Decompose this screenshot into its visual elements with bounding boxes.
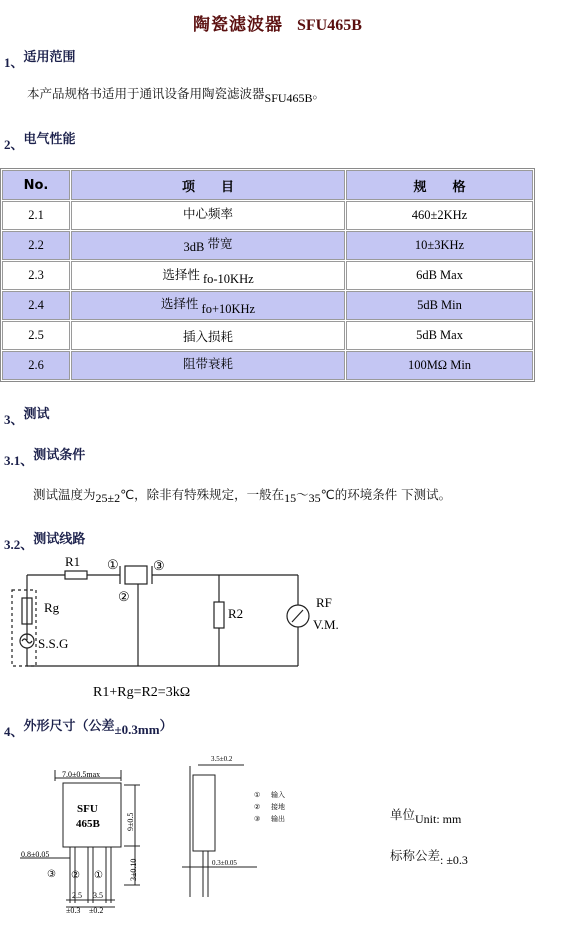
item-en: fo-10KHz (202, 271, 254, 286)
dim-pin-length: 3±0.10 (129, 858, 138, 881)
item-cn: 阻带衰耗 (182, 355, 233, 371)
table-row (2, 261, 533, 290)
cell-no: 2.6 (2, 351, 70, 380)
label-r1: R1 (65, 554, 81, 569)
section-number: 3.1、 (4, 453, 34, 468)
cell-item (71, 321, 345, 350)
section-1-text (27, 84, 325, 103)
item-en: fo+10KHz (201, 301, 256, 316)
page-title: 陶瓷滤波器 (193, 15, 283, 34)
resistor-r2 (214, 602, 224, 628)
label-r2: R2 (228, 606, 244, 621)
legend-mark: ① (254, 791, 261, 799)
label-rg: Rg (44, 600, 60, 615)
legend-text: 输出 (271, 815, 285, 823)
section-title: 测试 (23, 407, 50, 422)
item-cn: 选择性 (162, 266, 200, 282)
dim-pin-thickness: 0.3±0.05 (212, 859, 237, 867)
meter-needle (292, 610, 303, 622)
cell-no: 2.2 (2, 231, 70, 260)
test-circuit-diagram (0, 550, 566, 710)
resistor-r1 (65, 571, 87, 579)
cell-no: 2.4 (2, 291, 70, 320)
cell-item (71, 231, 345, 260)
body-label-line1: SFU (77, 803, 98, 815)
section-title: 测试线路 (33, 532, 86, 547)
heading-close: ） (159, 719, 173, 734)
section-number: 1、 (4, 55, 24, 70)
item-cn: 带宽 (207, 235, 233, 251)
table-row (2, 321, 533, 350)
section-number: 2、 (4, 137, 24, 152)
cell-spec: 6dB Max (346, 261, 533, 290)
section-title: 电气性能 (23, 132, 76, 147)
filter-body-side (193, 775, 215, 851)
scope-end: 。 (312, 86, 326, 101)
col-header-spec: 规 格 (346, 170, 533, 200)
cell-no: 2.3 (2, 261, 70, 290)
cond-text-2: ℃，除非有特殊规定，一般在 (120, 487, 285, 502)
pin-mark-3: ③ (47, 869, 56, 880)
dim-width: 7.0±0.5max (62, 770, 101, 779)
page-title-model: SFU465B (297, 17, 362, 34)
cond-text-1: 测试温度为 (33, 487, 96, 502)
tolerance-value: ±0.3mm (114, 722, 160, 737)
dim-pin-width: 0.8±0.05 (21, 850, 50, 859)
unit-value: Unit: mm (415, 812, 462, 826)
legend-text: 输入 (271, 791, 285, 799)
legend-text: 接地 (271, 803, 285, 811)
cell-item (71, 351, 345, 380)
table-row (2, 351, 533, 380)
cell-no: 2.5 (2, 321, 70, 350)
test-conditions-text (33, 485, 451, 504)
cell-no: 2.1 (2, 201, 70, 230)
section-number: 4、 (4, 724, 24, 739)
section-title: 适用范围 (23, 50, 76, 65)
body-label-line2: 465B (76, 818, 100, 830)
filter-symbol (125, 566, 147, 584)
cell-spec: 5dB Min (346, 291, 533, 320)
cond-text-3: ℃的环境条件 下测试。 (320, 487, 452, 502)
dim-tol-2: ±0.2 (89, 906, 104, 915)
pin-legend (254, 790, 285, 823)
tolerance-label: 标称公差 (390, 848, 441, 863)
item-cn: 选择性 (160, 295, 199, 311)
cond-temp: 25±2 (95, 491, 121, 505)
label-vm: V.M. (313, 617, 339, 632)
label-pin1: ① (107, 557, 119, 572)
dim-height: 9±0.5 (126, 812, 135, 831)
col-header-no: No. (2, 170, 70, 200)
cell-item (71, 291, 345, 320)
cell-spec: 5dB Max (346, 321, 533, 350)
label-ssg: S.S.G (38, 636, 69, 651)
section-3-1-heading (4, 444, 86, 468)
section-number: 3.2、 (4, 537, 34, 552)
legend-mark: ② (254, 803, 261, 811)
section-2-heading (4, 128, 76, 152)
cond-range-high: 35 (308, 491, 321, 505)
table-row (2, 231, 533, 260)
scope-model: SFU465B (264, 91, 313, 105)
table-row (2, 201, 533, 230)
table-header-row (2, 170, 533, 200)
tolerance-note (390, 846, 468, 865)
section-number: 3、 (4, 412, 24, 427)
cell-item (71, 261, 345, 290)
item-cn: 插入损耗 (182, 328, 233, 344)
pin-mark-2: ② (71, 870, 80, 881)
cond-tilde: ～ (296, 487, 309, 502)
dim-thickness: 3.5±0.2 (211, 755, 233, 763)
dim-pitch-1: 2.5 (72, 891, 82, 900)
table-row (2, 291, 533, 320)
section-4-heading (4, 715, 173, 739)
section-title: 外形尺寸（公差 (23, 719, 115, 734)
section-1-heading (4, 46, 76, 70)
cell-item (71, 201, 345, 230)
pin-mark-1: ① (94, 870, 103, 881)
label-rf: RF (316, 595, 332, 610)
section-3-heading (4, 403, 50, 427)
label-pin2: ② (118, 589, 130, 604)
tolerance-value-note: : ±0.3 (440, 853, 468, 867)
col-header-item: 项 目 (71, 170, 345, 200)
electrical-spec-table (0, 168, 535, 382)
unit-label: 单位 (390, 807, 416, 822)
cond-range-low: 15 (284, 491, 297, 505)
section-3-2-heading (4, 528, 86, 552)
cell-spec: 460±2KHz (346, 201, 533, 230)
cell-spec: 100MΩ Min (346, 351, 533, 380)
resistance-formula: R1+Rg=R2=3kΩ (93, 685, 191, 700)
legend-mark: ③ (254, 815, 261, 823)
cell-spec: 10±3KHz (346, 231, 533, 260)
outline-drawing (0, 745, 300, 933)
label-pin3: ③ (153, 558, 165, 573)
item-cn: 中心频率 (182, 205, 233, 221)
scope-text: 本产品规格书适用于通讯设备用陶瓷滤波器 (27, 86, 265, 101)
item-en: 3dB (183, 239, 205, 254)
unit-note (390, 805, 461, 824)
section-title: 测试条件 (33, 448, 86, 463)
filter-body-front (63, 783, 121, 847)
dim-pitch-2: 3.5 (93, 891, 103, 900)
dim-tol-1: ±0.3 (66, 906, 81, 915)
